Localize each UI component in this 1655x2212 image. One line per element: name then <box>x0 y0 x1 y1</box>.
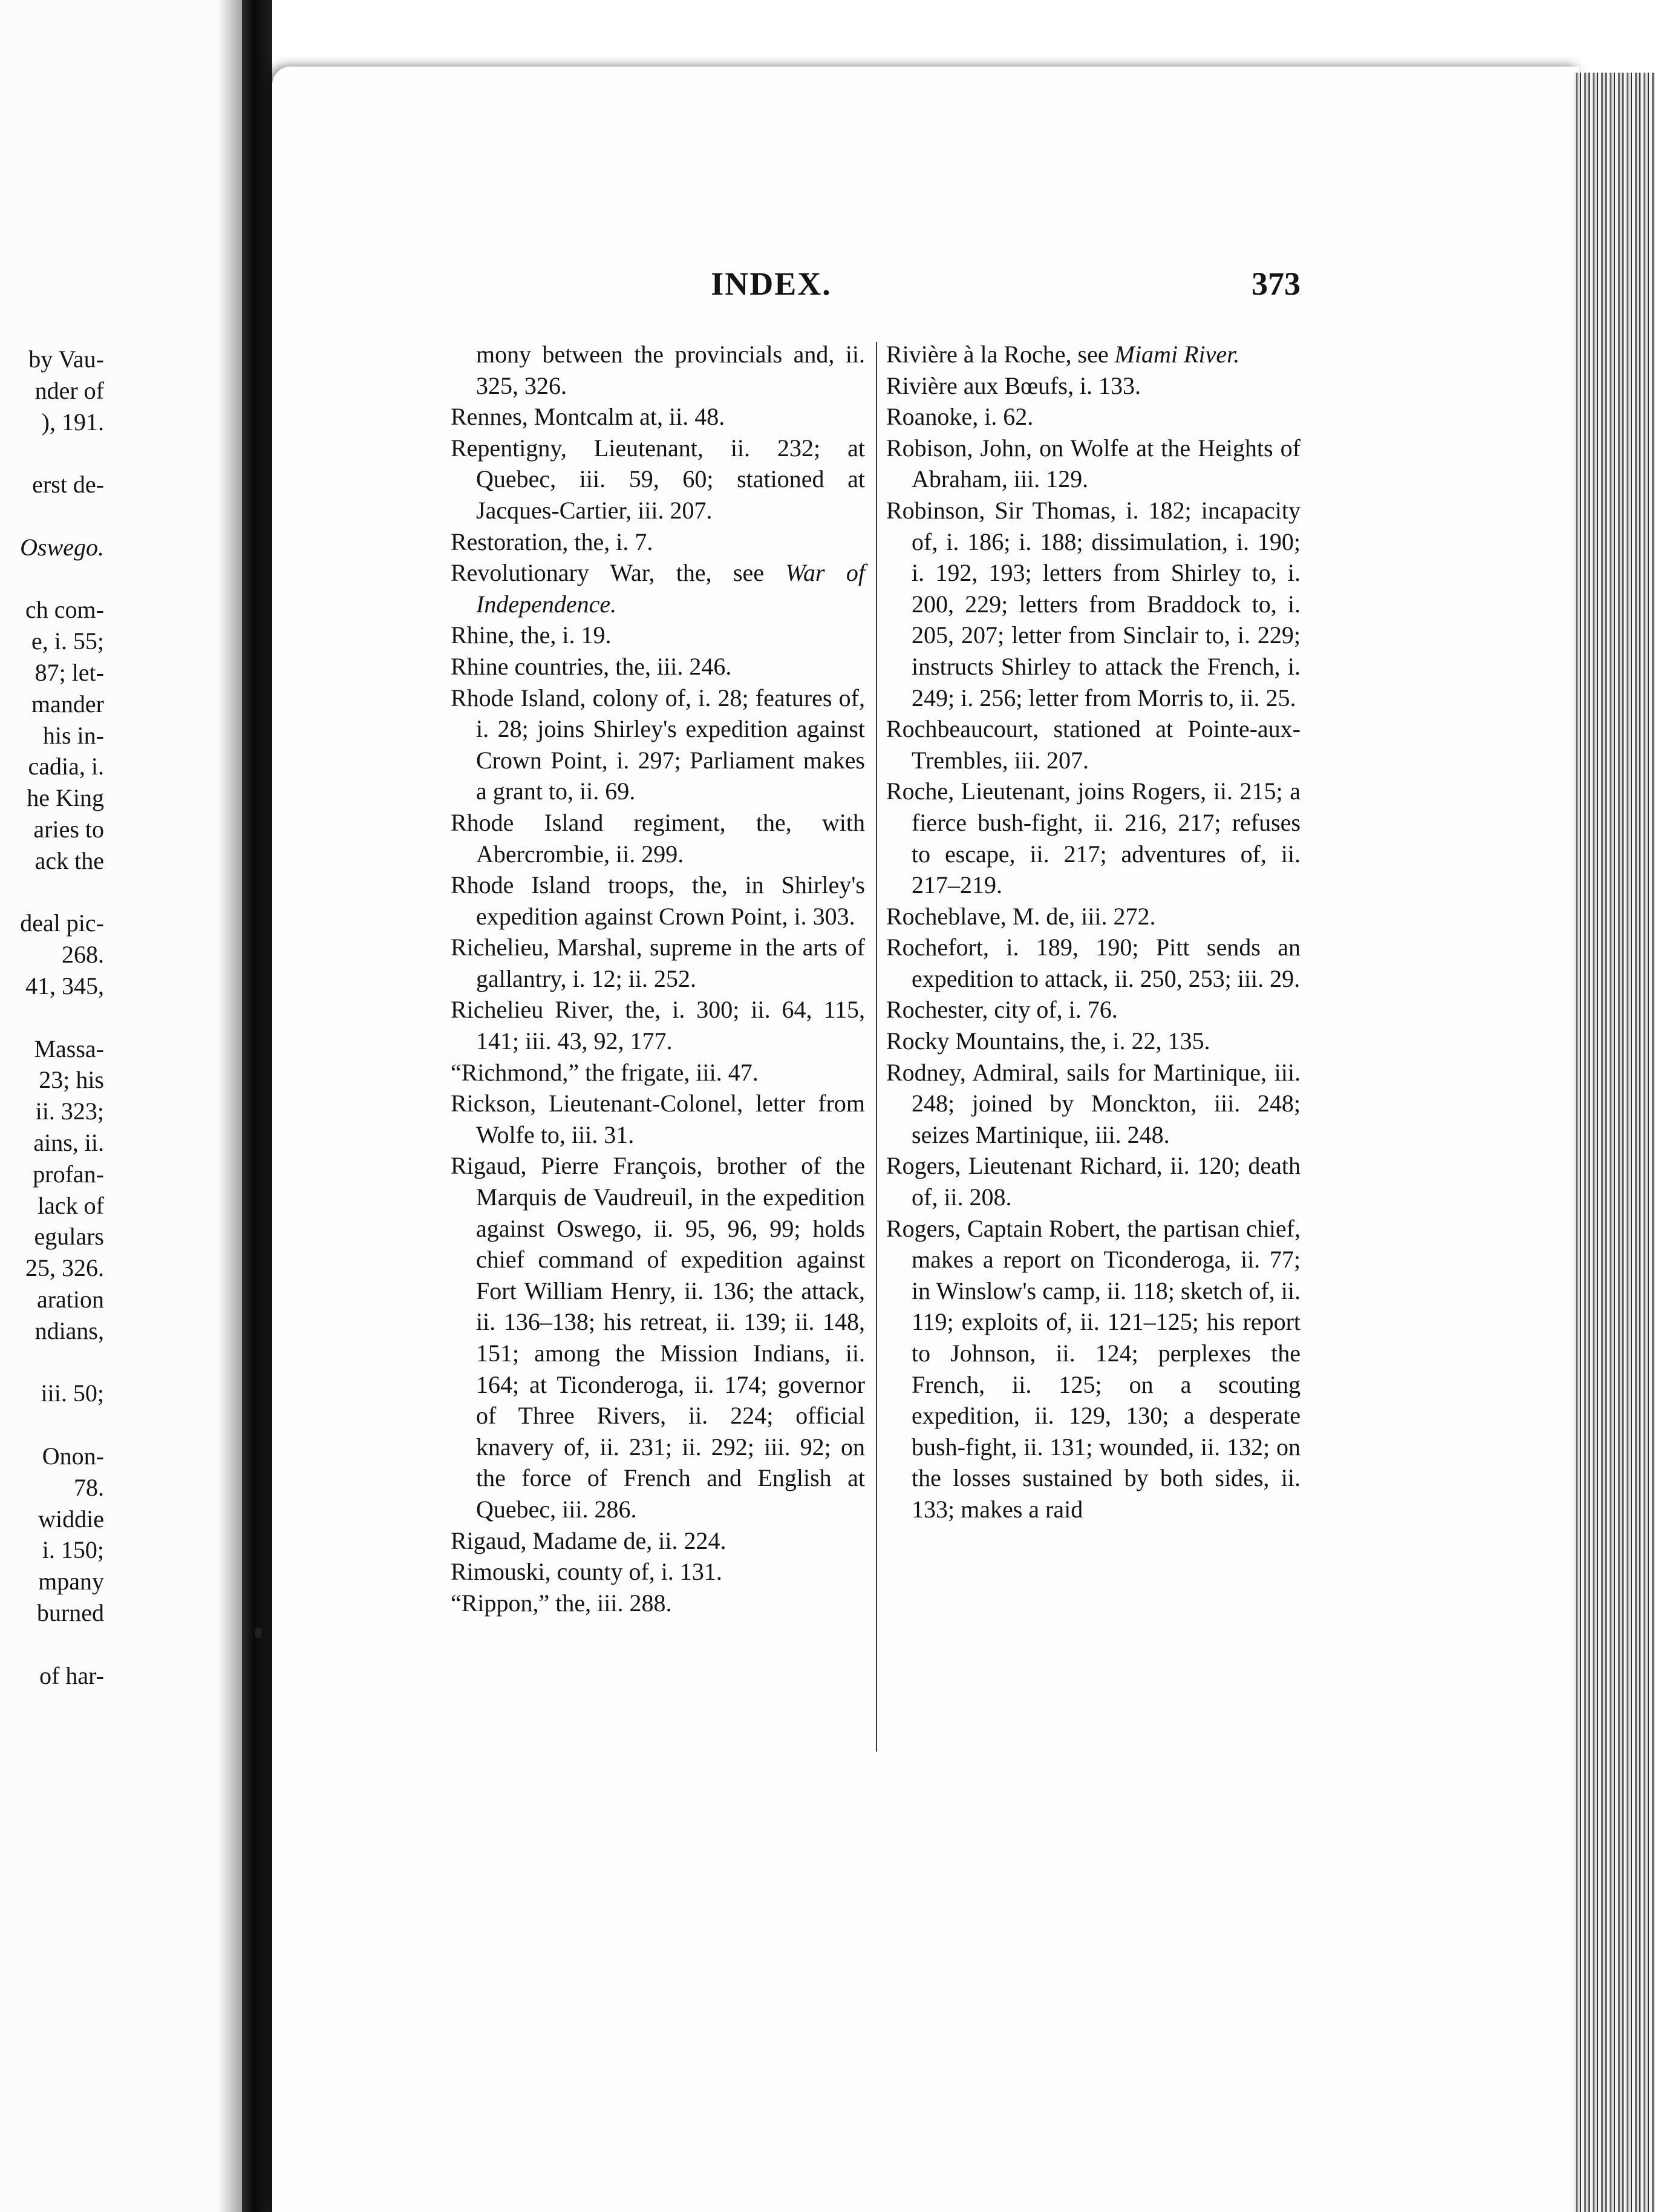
index-entry-text: Rodney, Admiral, sails for Martinique, iii. 248; joined by Monckton, iii. 248; seizes Martinique, iii. 248. <box>886 1058 1301 1148</box>
facing-page-line: 87; let- <box>34 659 104 686</box>
facing-page-line: ), 191. <box>41 408 104 436</box>
facing-page-line: 78. <box>74 1473 104 1501</box>
running-head: INDEX. <box>711 266 832 302</box>
index-entry-text: Rocky Mountains, the, i. 22, 135. <box>886 1027 1210 1055</box>
facing-page-line: widdie <box>38 1505 104 1533</box>
facing-page-line: of har- <box>39 1661 104 1689</box>
index-entry <box>451 994 865 1056</box>
facing-page-line: Onon- <box>42 1442 104 1470</box>
index-entry-text: Rogers, Lieutenant Richard, ii. 120; death of, ii. 208. <box>886 1152 1301 1211</box>
index-entry <box>886 370 1301 402</box>
page-number: 373 <box>1252 266 1301 302</box>
index-entry <box>451 620 865 651</box>
index-entry-text: Rivière aux Bœufs, i. 133. <box>886 371 1141 399</box>
facing-page-line: 25, 326. <box>25 1254 104 1282</box>
index-entry <box>886 1213 1301 1525</box>
ink-speck <box>255 1628 261 1638</box>
index-entry <box>451 433 865 526</box>
facing-page-line: ii. 323; <box>35 1098 104 1125</box>
facing-page-line: ndians, <box>34 1317 104 1344</box>
index-entry <box>451 1556 865 1588</box>
index-entry-text: Restoration, the, i. 7. <box>451 528 653 555</box>
facing-page-line: erst de- <box>32 471 104 499</box>
facing-page-line: by Vau- <box>28 345 104 373</box>
index-entry-text: Rigaud, Madame de, ii. 224. <box>451 1526 726 1554</box>
index-entry-text: Robison, John, on Wolfe at the Heights of Abraham, iii. 129. <box>886 434 1301 493</box>
index-entry <box>451 401 865 433</box>
index-entry-text: Roche, Lieutenant, joins Rogers, ii. 215; a fierce bush-fight, ii. 216, 217; refuses to escape, ii. 217; adventures of, ii. 217–219. <box>886 777 1301 899</box>
book-gutter <box>242 0 272 2212</box>
facing-page-line: 23; his <box>39 1066 104 1094</box>
index-entry-text: Rhode Island regiment, the, with Abercrombie, ii. 299. <box>451 808 865 868</box>
index-entry <box>886 433 1301 495</box>
column-rule <box>876 342 877 1752</box>
facing-page-line: nder of <box>34 376 104 404</box>
index-entry-text: “Rippon,” the, iii. 288. <box>451 1589 672 1617</box>
facing-page-line: ains, ii. <box>33 1129 104 1156</box>
index-entry <box>886 339 1301 370</box>
index-entry-text: Rhode Island troops, the, in Shirley's expedition against Crown Point, i. 303. <box>451 871 865 930</box>
index-entry <box>451 932 865 994</box>
index-entry <box>451 682 865 807</box>
index-entry <box>886 713 1301 776</box>
index-entry <box>451 807 865 869</box>
facing-page-line: iii. 50; <box>41 1379 104 1407</box>
index-entry-text: Richelieu River, the, i. 300; ii. 64, 115, 141; iii. 43, 92, 177. <box>451 996 865 1055</box>
facing-page-line: egulars <box>34 1223 104 1251</box>
index-entry-text: Rochefort, i. 189, 190; Pitt sends an expedition to attack, ii. 250, 253; iii. 29. <box>886 934 1301 992</box>
index-entry <box>886 495 1301 713</box>
facing-page-line: mander <box>31 690 104 718</box>
index-entry-text: mony between the provincials and, ii. 325, 326. <box>476 341 865 399</box>
index-entry-text: Rennes, Montcalm at, ii. 48. <box>451 403 725 431</box>
facing-page-line: Massa- <box>34 1035 104 1062</box>
index-entry-text: Rocheblave, M. de, iii. 272. <box>886 902 1156 930</box>
index-entry <box>886 994 1301 1026</box>
index-entry <box>886 1150 1301 1212</box>
index-entry <box>451 339 865 401</box>
index-entry <box>451 1525 865 1557</box>
index-entry <box>886 1057 1301 1151</box>
facing-page-line: e, i. 55; <box>31 627 104 655</box>
facing-page-line: he King <box>27 784 104 812</box>
facing-page-line: Oswego. <box>20 533 104 561</box>
index-entry-text: Rigaud, Pierre François, brother of the Marquis de Vaudreuil, in the expedition against Oswego, ii. 95, 96, 99; holds chief command of expedition against Fort William Henry, ii. 136; the attack, ii. 136–138; his retreat, ii. 139; ii. 148, 151; among the Mission Indians, ii. 164; at Ticonderoga, ii. 174; governor of Three Rivers, ii. 224; official knavery of, ii. 231; ii. 292; iii. 92; on the force of French and English at Quebec, iii. 286. <box>451 1152 865 1523</box>
index-entry-text: Roanoke, i. 62. <box>886 403 1034 431</box>
index-entry-text: Rivière à la Roche, see <box>886 341 1115 368</box>
index-entry <box>451 557 865 620</box>
index-entry <box>451 869 865 932</box>
index-column-right <box>886 339 1301 1525</box>
index-entry <box>451 526 865 558</box>
facing-page-line: deal pic- <box>20 909 104 937</box>
index-entry <box>451 1150 865 1525</box>
index-entry-cross-ref: Miami River. <box>1114 341 1240 368</box>
index-entry <box>886 776 1301 900</box>
facing-page-line: his in- <box>42 721 104 749</box>
facing-page-line: ch com- <box>25 596 104 624</box>
index-entry <box>886 901 1301 932</box>
index-entry-text: Rochester, city of, i. 76. <box>886 996 1118 1024</box>
facing-page-line: mpany <box>38 1568 104 1595</box>
index-entry-text: Richelieu, Marshal, supreme in the arts of gallantry, i. 12; ii. 252. <box>451 934 865 992</box>
index-entry-text: Robinson, Sir Thomas, i. 182; incapacity of, i. 186; i. 188; dissimulation, i. 190; i. 192, 193; letters from Shirley to, i. 200, 229; letters from Braddock to, i. 205, 207; letter from Sinclair to, i. 229; instructs Shirley to attack the French, i. 249; i. 256; letter from Morris to, ii. 25. <box>886 496 1301 712</box>
index-entry <box>886 1026 1301 1057</box>
facing-page <box>0 0 242 2212</box>
facing-page-line: lack of <box>38 1191 104 1219</box>
index-entry-text: Rhode Island, colony of, i. 28; features of, i. 28; joins Shirley's expedition against Crown Point, i. 297; Parliament makes a grant to, ii. 69. <box>451 684 865 805</box>
facing-page-line: i. 150; <box>42 1536 104 1564</box>
index-entry-text: Rhine countries, the, iii. 246. <box>451 652 732 680</box>
facing-page-line: burned <box>36 1599 104 1626</box>
index-entry <box>886 401 1301 433</box>
index-entry-text: Rimouski, county of, i. 131. <box>451 1558 722 1586</box>
index-entry-text: Repentigny, Lieutenant, ii. 232; at Quebec, iii. 59, 60; stationed at Jacques-Cartier, iii. 207. <box>451 434 865 524</box>
page-edges <box>1573 73 1655 2212</box>
index-entry-text: Rogers, Captain Robert, the partisan chief, makes a report on Ticonderoga, ii. 77; in Winslow's camp, ii. 118; sketch of, ii. 119; exploits of, ii. 121–125; his report to Johnson, ii. 124; perplexes the French, ii. 125; on a scouting expedition, ii. 129, 130; a desperate bush-fight, ii. 131; wounded, ii. 132; on the losses sustained by both sides, ii. 133; makes a raid <box>886 1214 1301 1523</box>
index-entry-text: Rickson, Lieutenant-Colonel, letter from Wolfe to, iii. 31. <box>451 1090 865 1148</box>
index-entry <box>886 932 1301 994</box>
facing-page-line: profan- <box>33 1160 104 1188</box>
index-column-left <box>451 339 865 1618</box>
index-entry <box>451 1057 865 1088</box>
index-entry <box>451 1088 865 1150</box>
facing-page-line: cadia, i. <box>28 753 104 780</box>
index-entry-text: Revolutionary War, the, see <box>451 559 786 587</box>
index-entry <box>451 651 865 682</box>
index-entry-cross-ref: War of Independence. <box>476 559 866 618</box>
facing-page-line: aration <box>36 1286 104 1313</box>
facing-page-line: aries to <box>33 816 104 843</box>
facing-page-line: ack the <box>34 846 104 874</box>
facing-page-line: 41, 345, <box>25 972 104 1000</box>
index-entry-text: Rochbeaucourt, stationed at Pointe-aux-Trembles, iii. 207. <box>886 715 1301 774</box>
index-entry-text: “Richmond,” the frigate, iii. 47. <box>451 1058 759 1086</box>
index-entry <box>451 1588 865 1619</box>
index-entry-text: Rhine, the, i. 19. <box>451 621 612 649</box>
facing-page-line: 268. <box>62 941 104 969</box>
